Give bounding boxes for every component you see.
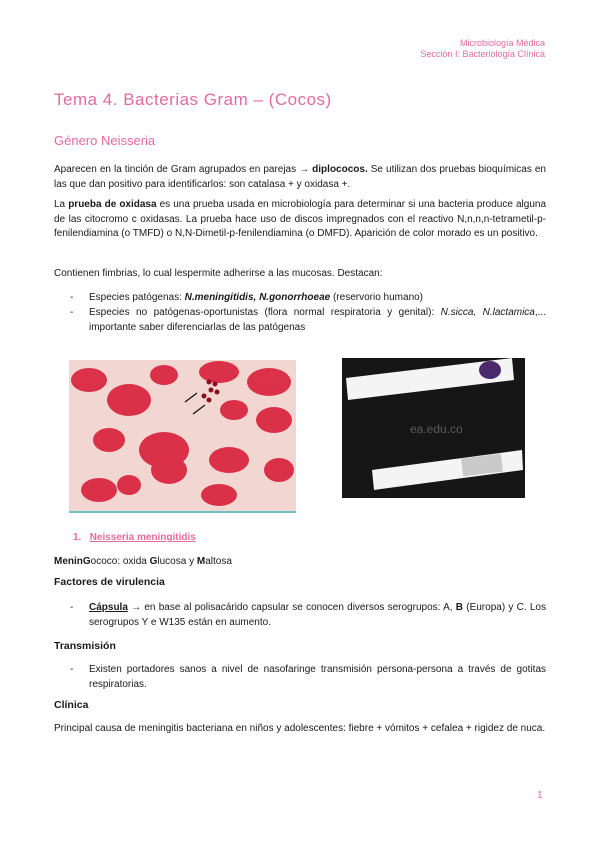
oxidase-strip-image [342,358,525,498]
text: La [54,199,69,210]
numbered-heading [73,532,196,543]
bullet-dash: - [70,602,74,613]
bullet-dash: - [70,307,74,318]
image-watermark: ea.edu.co [410,422,463,436]
header-course: Microbiología Médica [459,38,545,48]
text: Especies no patógenas-oportunistas (flora normal respiratoria y genital): [89,307,441,318]
text-italic: N.sicca, N.lactamica [440,307,535,318]
text: Aparecen en la tinción de Gram agrupados en parejas → [54,164,313,175]
text-bold: G [82,556,91,567]
text-bold: Menin [54,556,83,567]
text: (Europa) y C. Los serogrupos Y e W135 están en aumento. [89,602,546,628]
bullet-dash: - [70,664,74,675]
paragraph-fimbrias: Contienen fimbrias, lo cual lespermite adherirse a las mucosas. Destacan: [54,268,383,279]
text: Especies patógenas: [89,292,185,303]
text-bold: prueba de oxidasa [68,199,157,210]
text: es una prueba usada en microbiología para determinar si una bacteria produce alguna de las citocromo c oxidasas. La prueba hace uso de discos impregnados con el reactivo N,n,n,n-tetrametil-p-fenilendiamina (o TMFD) o N,N-Dimetil-p-fenilendiamina (o DMFD). Aparición de color morado es un positivo. [54,199,546,239]
text-bold: M [196,556,206,567]
text: ococo: oxida [90,556,150,567]
paragraph-clinica: Principal causa de meningitis bacteriana en niños y adolescentes: fiebre + vómitos + cefalea + rigidez de nuca. [54,723,546,734]
text-bold-italic: N.meningitidis, N.gonorrhoeae [184,292,331,303]
list-item [70,291,546,306]
paragraph-gram [54,163,546,192]
subheading-virulencia: Factores de virulencia [54,576,165,588]
bullet-dash: - [70,292,74,303]
text-bold: diplococos. [312,164,368,175]
text: ,... importante saber diferenciarlas de las patógenas [89,307,546,333]
list-item [70,306,546,335]
list-item [70,601,546,630]
chapter-title: Tema 4. Bacterias Gram – (Cocos) [54,90,332,109]
paragraph-meningococo [54,555,546,570]
subheading-clinica: Clínica [54,699,89,711]
heading-number: 1. [73,532,82,543]
gram-stain-image [69,360,296,513]
heading-label: Neisseria meningitidis [89,532,196,543]
text: Existen portadores sanos a nivel de nasofaringe transmisión persona-persona a través de gotitas respiratorias. [89,664,546,690]
paragraph-oxidasa [54,198,546,242]
list-item [70,663,546,692]
text: Se utilizan dos pruebas bioquímicas en las que dan positivo para identificarlos: son catalasa + y oxidasa +. [54,164,546,190]
text: altosa [205,556,232,567]
text: (reservorio humano) [330,292,424,303]
running-header [420,38,545,60]
text-bold: B [455,602,464,613]
text: → en base al polisacárido capsular se conocen diversos serogrupos: A, [127,602,456,613]
page-number: 1 [537,790,543,801]
subheading-transmision: Transmisión [54,640,116,652]
text: lucosa y [157,556,197,567]
section-heading: Género Neisseria [54,133,156,148]
text-bold: Cápsula [89,602,128,613]
text-bold: G [149,556,158,567]
header-section: Sección I: Bacteriología Clínica [420,49,545,59]
